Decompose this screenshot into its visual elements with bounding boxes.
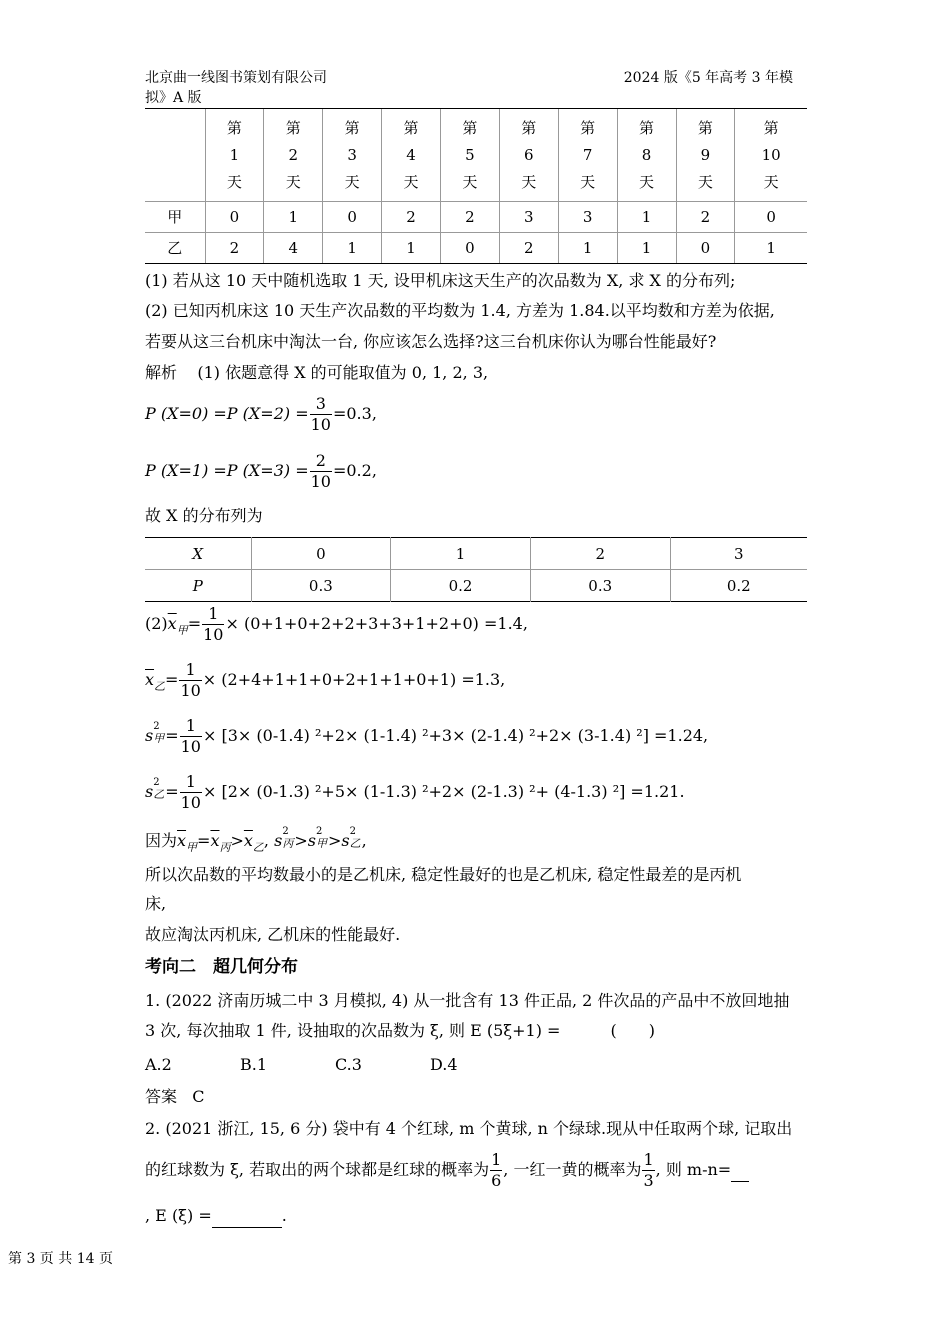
fraction: $\frac{1}{10}$ [180, 660, 201, 700]
defect-table [145, 109, 807, 264]
table-cell: 3 [499, 201, 558, 232]
day-header: 第 4 天 [382, 109, 441, 201]
table-cell: 1 [323, 232, 382, 263]
table-cell: 1 [617, 201, 676, 232]
fraction: $\frac{1}{6}$ [491, 1150, 502, 1190]
header-left [145, 68, 345, 108]
day-header: 第 2 天 [264, 109, 323, 201]
choice-c: C.3 [335, 1055, 362, 1074]
problem-1-choices [145, 1054, 525, 1076]
day-header: 第 8 天 [617, 109, 676, 201]
conclusion-line1: 所以次品数的平均数最小的是乙机床, 稳定性最好的也是乙机床, 稳定性最差的是丙机 [145, 865, 742, 884]
answer-label: 答案 [145, 1087, 178, 1106]
prob-line-2 [145, 451, 377, 492]
table-cell: 2 [676, 201, 735, 232]
header-left-line1: 北京曲一线图书策划有限公司 [145, 70, 327, 86]
table-cell: 0.2 [391, 570, 531, 602]
table-cell: 0.3 [530, 570, 670, 602]
blank-expectation[interactable] [212, 1205, 282, 1228]
solution-label: 解析 [145, 363, 178, 382]
table-cell: 0 [441, 232, 500, 263]
table-cell: 0 [205, 201, 264, 232]
table-cell: 1 [391, 538, 531, 570]
distribution-intro: 故 X 的分布列为 [145, 506, 263, 525]
table-cell: 1 [382, 232, 441, 263]
table-cell: 1 [558, 232, 617, 263]
fraction: $\frac{3}{10}$ [310, 394, 331, 434]
table-cell: 0 [735, 201, 807, 232]
fraction: $\frac{2}{10}$ [310, 451, 331, 491]
answer-line [145, 1086, 205, 1108]
problem-1-line1: 1. (2022 济南历城二中 3 月模拟, 4) 从一批含有 13 件正品, 2 件次品的产品中不放回地抽 [145, 991, 790, 1010]
solution-step1 [145, 362, 488, 384]
question-2-line2: 若要从这三台机床中淘汰一台, 你应该怎么选择?这三台机床你认为哪台性能最好? [145, 332, 717, 351]
solution-step1-text: (1) 依题意得 X 的可能取值为 0, 1, 2, 3, [197, 363, 489, 382]
mean-jia-line: $(2)\overline{x}_甲=$ $\frac{1}{10}$ × (0+1+0+2+2+3+3+1+2+0) =1.4, [145, 604, 528, 644]
table-cell: 3 [558, 201, 617, 232]
day-header: 第 9 天 [676, 109, 735, 201]
table-row [145, 232, 807, 263]
table-cell: 1 [617, 232, 676, 263]
choice-a: A.2 [145, 1055, 172, 1074]
question-2-line1: (2) 已知丙机床这 10 天生产次品数的平均数为 1.4, 方差为 1.84.以平均数和方差为依据, [145, 301, 775, 320]
prob-line-2-right: =0.2, [332, 461, 377, 480]
row-label: X [145, 538, 251, 570]
variance-yi-line: s 2 乙 = $\frac{1}{10}$ × [2× (0-1.3) ²+5× (1-1.3) ²+2× (2-1.3) ²+ (4-1.3) ²] =1.21. [145, 772, 685, 812]
answer-paren: ( ) [610, 1021, 655, 1040]
row-label: 甲 [145, 201, 205, 232]
answer-value: C [192, 1087, 205, 1106]
table-cell: 2 [530, 538, 670, 570]
section-title: 考向二 超几何分布 [145, 957, 298, 977]
fraction: $\frac{1}{10}$ [203, 604, 224, 644]
header-left-line2: 拟》A 版 [145, 90, 202, 106]
table-cell: 2 [205, 232, 264, 263]
fraction: $\frac{1}{10}$ [180, 772, 201, 812]
prob-line-1-right: =0.3, [332, 404, 377, 423]
day-header: 第 6 天 [499, 109, 558, 201]
prob-line-1-left: P (X=0) =P (X=2) = [145, 404, 309, 423]
table-cell: 0 [251, 538, 391, 570]
table-corner [145, 109, 205, 201]
day-header: 第 5 天 [441, 109, 500, 201]
table-cell: 4 [264, 232, 323, 263]
conclusion-line3: 故应淘汰丙机床, 乙机床的性能最好. [145, 925, 401, 944]
page-footer: 第 3 页 共 14 页 [8, 1251, 113, 1267]
table-cell: 3 [670, 538, 807, 570]
prob-line-1 [145, 394, 377, 435]
prob-line-2-left: P (X=1) =P (X=3) = [145, 461, 309, 480]
distribution-table [145, 537, 807, 602]
problem-1-line2: 3 次, 每次抽取 1 件, 设抽取的次品数为 ξ, 则 E (5ξ+1) = ( ) [145, 1021, 655, 1040]
header-right: 2024 版《5 年高考 3 年模 [623, 70, 793, 86]
table-cell: 0 [323, 201, 382, 232]
table-row [145, 201, 807, 232]
choice-b: B.1 [240, 1055, 268, 1074]
problem-2-line1: 2. (2021 浙江, 15, 6 分) 袋中有 4 个红球, m 个黄球, n 个绿球.现从中任取两个球, 记取出 [145, 1119, 793, 1138]
problem-2-line2: 的红球数为 ξ, 若取出的两个球都是红球的概率为 $\frac{1}{6}$ , 一红一黄的概率为 $\frac{1}{3}$ , 则 m-n= [145, 1150, 749, 1191]
blank-m-minus-n[interactable] [731, 1159, 749, 1182]
table-cell: 0.2 [726, 576, 751, 595]
comparison-line: 因为$\overline{x}_甲=\overline{x}_丙>\overline{x}_乙$, s 2 丙 >s 2 甲 >s 2 乙 , [145, 826, 367, 854]
mean-yi-line: $\overline{x}_乙=$ $\frac{1}{10}$ × (2+4+1+1+0+2+1+1+0+1) =1.3, [145, 660, 506, 700]
table-cell: 1 [264, 201, 323, 232]
day-header: 第 3 天 [323, 109, 382, 201]
fraction: $\frac{1}{10}$ [180, 716, 201, 756]
table-row [145, 570, 807, 602]
table-cell: 2 [441, 201, 500, 232]
table-cell: 1 [735, 232, 807, 263]
table-cell: 0 [676, 232, 735, 263]
table-cell: 2 [382, 201, 441, 232]
fraction: $\frac{1}{3}$ [643, 1150, 654, 1190]
question-1: (1) 若从这 10 天中随机选取 1 天, 设甲机床这天生产的次品数为 X, 求 X 的分布列; [145, 271, 736, 290]
row-label: 乙 [145, 232, 205, 263]
problem-2-line3: , E (ξ) = . [145, 1205, 287, 1228]
variance-jia-line: s 2 甲 = $\frac{1}{10}$ × [3× (0-1.4) ²+2× (1-1.4) ²+3× (2-1.4) ²+2× (3-1.4) ²] =1.24, [145, 716, 709, 756]
table-row [145, 538, 807, 570]
day-header: 第 10 天 [735, 109, 807, 201]
row-label: P [145, 570, 251, 602]
day-header: 第 7 天 [558, 109, 617, 201]
table-cell: 0.3 [251, 570, 391, 602]
day-header: 第 1 天 [205, 109, 264, 201]
defect-table-header [145, 109, 807, 201]
table-cell: 2 [499, 232, 558, 263]
conclusion-line2: 床, [145, 894, 167, 913]
choice-d: D.4 [430, 1055, 458, 1074]
